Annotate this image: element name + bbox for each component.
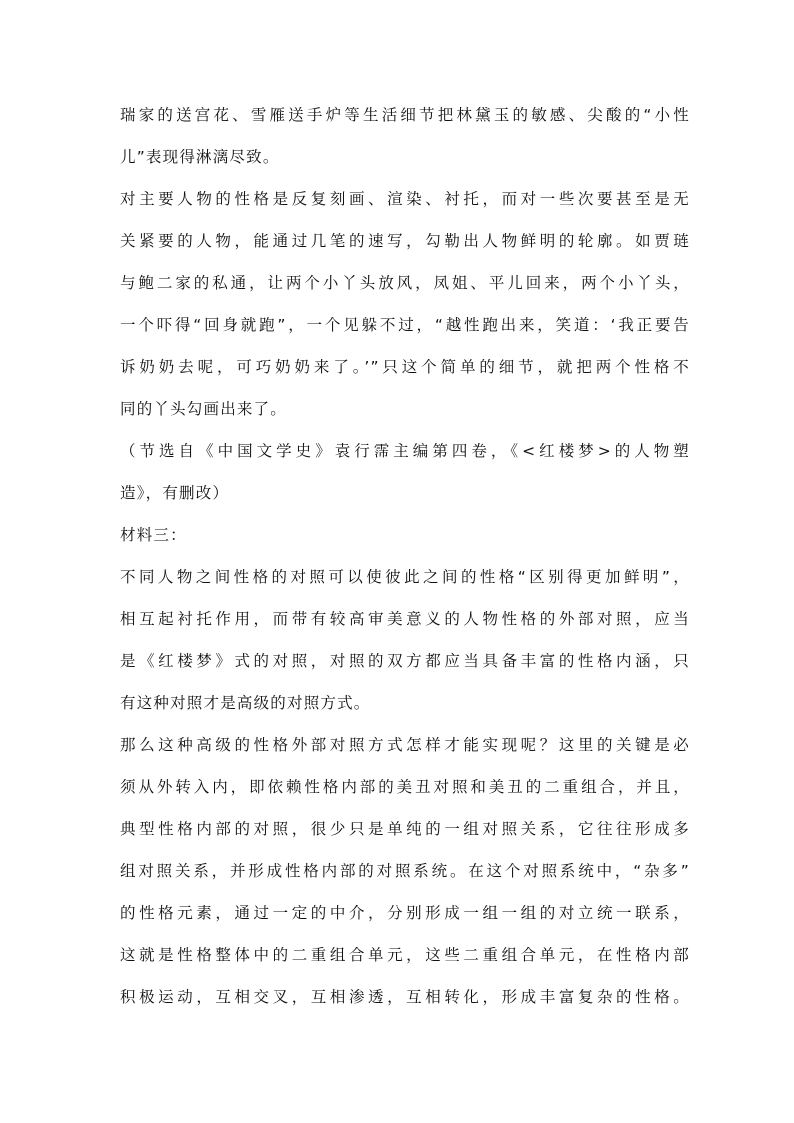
text-line: 是《红楼梦》式的对照，对照的双方都应当具备丰富的性格内涵，只 <box>120 652 690 670</box>
text-line: 须从外转入内，即依赖性格内部的美丑对照和美丑的二重组合，并且， <box>120 778 690 796</box>
text-line: 这就是性格整体中的二重组合单元，这些二重组合单元，在性格内部 <box>120 946 690 964</box>
text-line: 与鲍二家的私通，让两个小丫头放风，凤姐、平儿回来，两个小丫头， <box>120 274 690 292</box>
text-line: 典型性格内部的对照，很少只是单纯的一组对照关系，它往往形成多 <box>120 820 690 838</box>
text-line: 对主要人物的性格是反复刻画、渲染、衬托，而对一些次要甚至是无 <box>120 190 690 208</box>
citation-line: （节选自《中国文学史》袁行霈主编第四卷，《<红楼梦>的人物塑 <box>120 442 690 460</box>
text-line: 同的丫头勾画出来了。 <box>120 400 288 418</box>
text-line: 那么这种高级的性格外部对照方式怎样才能实现呢？这里的关键是必 <box>120 736 690 754</box>
text-line: 不同人物之间性格的对照可以使彼此之间的性格“区别得更加鲜明”， <box>120 568 690 586</box>
text-line: 关紧要的人物，能通过几笔的速写，勾勒出人物鲜明的轮廓。如贾琏 <box>120 232 690 250</box>
section-heading: 材料三： <box>120 526 187 544</box>
text-line: 儿”表现得淋漓尽致。 <box>120 148 280 166</box>
text-line: 有这种对照才是高级的对照方式。 <box>120 694 371 712</box>
citation-line: 造》，有删改） <box>120 484 230 502</box>
text-line: 一个吓得“回身就跑”，一个见躲不过，“越性跑出来，笑道：‘我正要告 <box>120 316 690 334</box>
text-line: 组对照关系，并形成性格内部的对照系统。在这个对照系统中，“杂多” <box>120 862 690 880</box>
text-line: 相互起衬托作用，而带有较高审美意义的人物性格的外部对照，应当 <box>120 610 690 628</box>
text-line: 的性格元素，通过一定的中介，分别形成一组一组的对立统一联系， <box>120 904 690 922</box>
text-line: 诉奶奶去呢，可巧奶奶来了。’”只这个简单的细节，就把两个性格不 <box>120 358 690 376</box>
text-line: 瑞家的送宫花、雪雁送手炉等生活细节把林黛玉的敏感、尖酸的“小性 <box>120 106 690 124</box>
text-line: 积极运动，互相交叉，互相渗透，互相转化，形成丰富复杂的性格。 <box>120 988 690 1006</box>
